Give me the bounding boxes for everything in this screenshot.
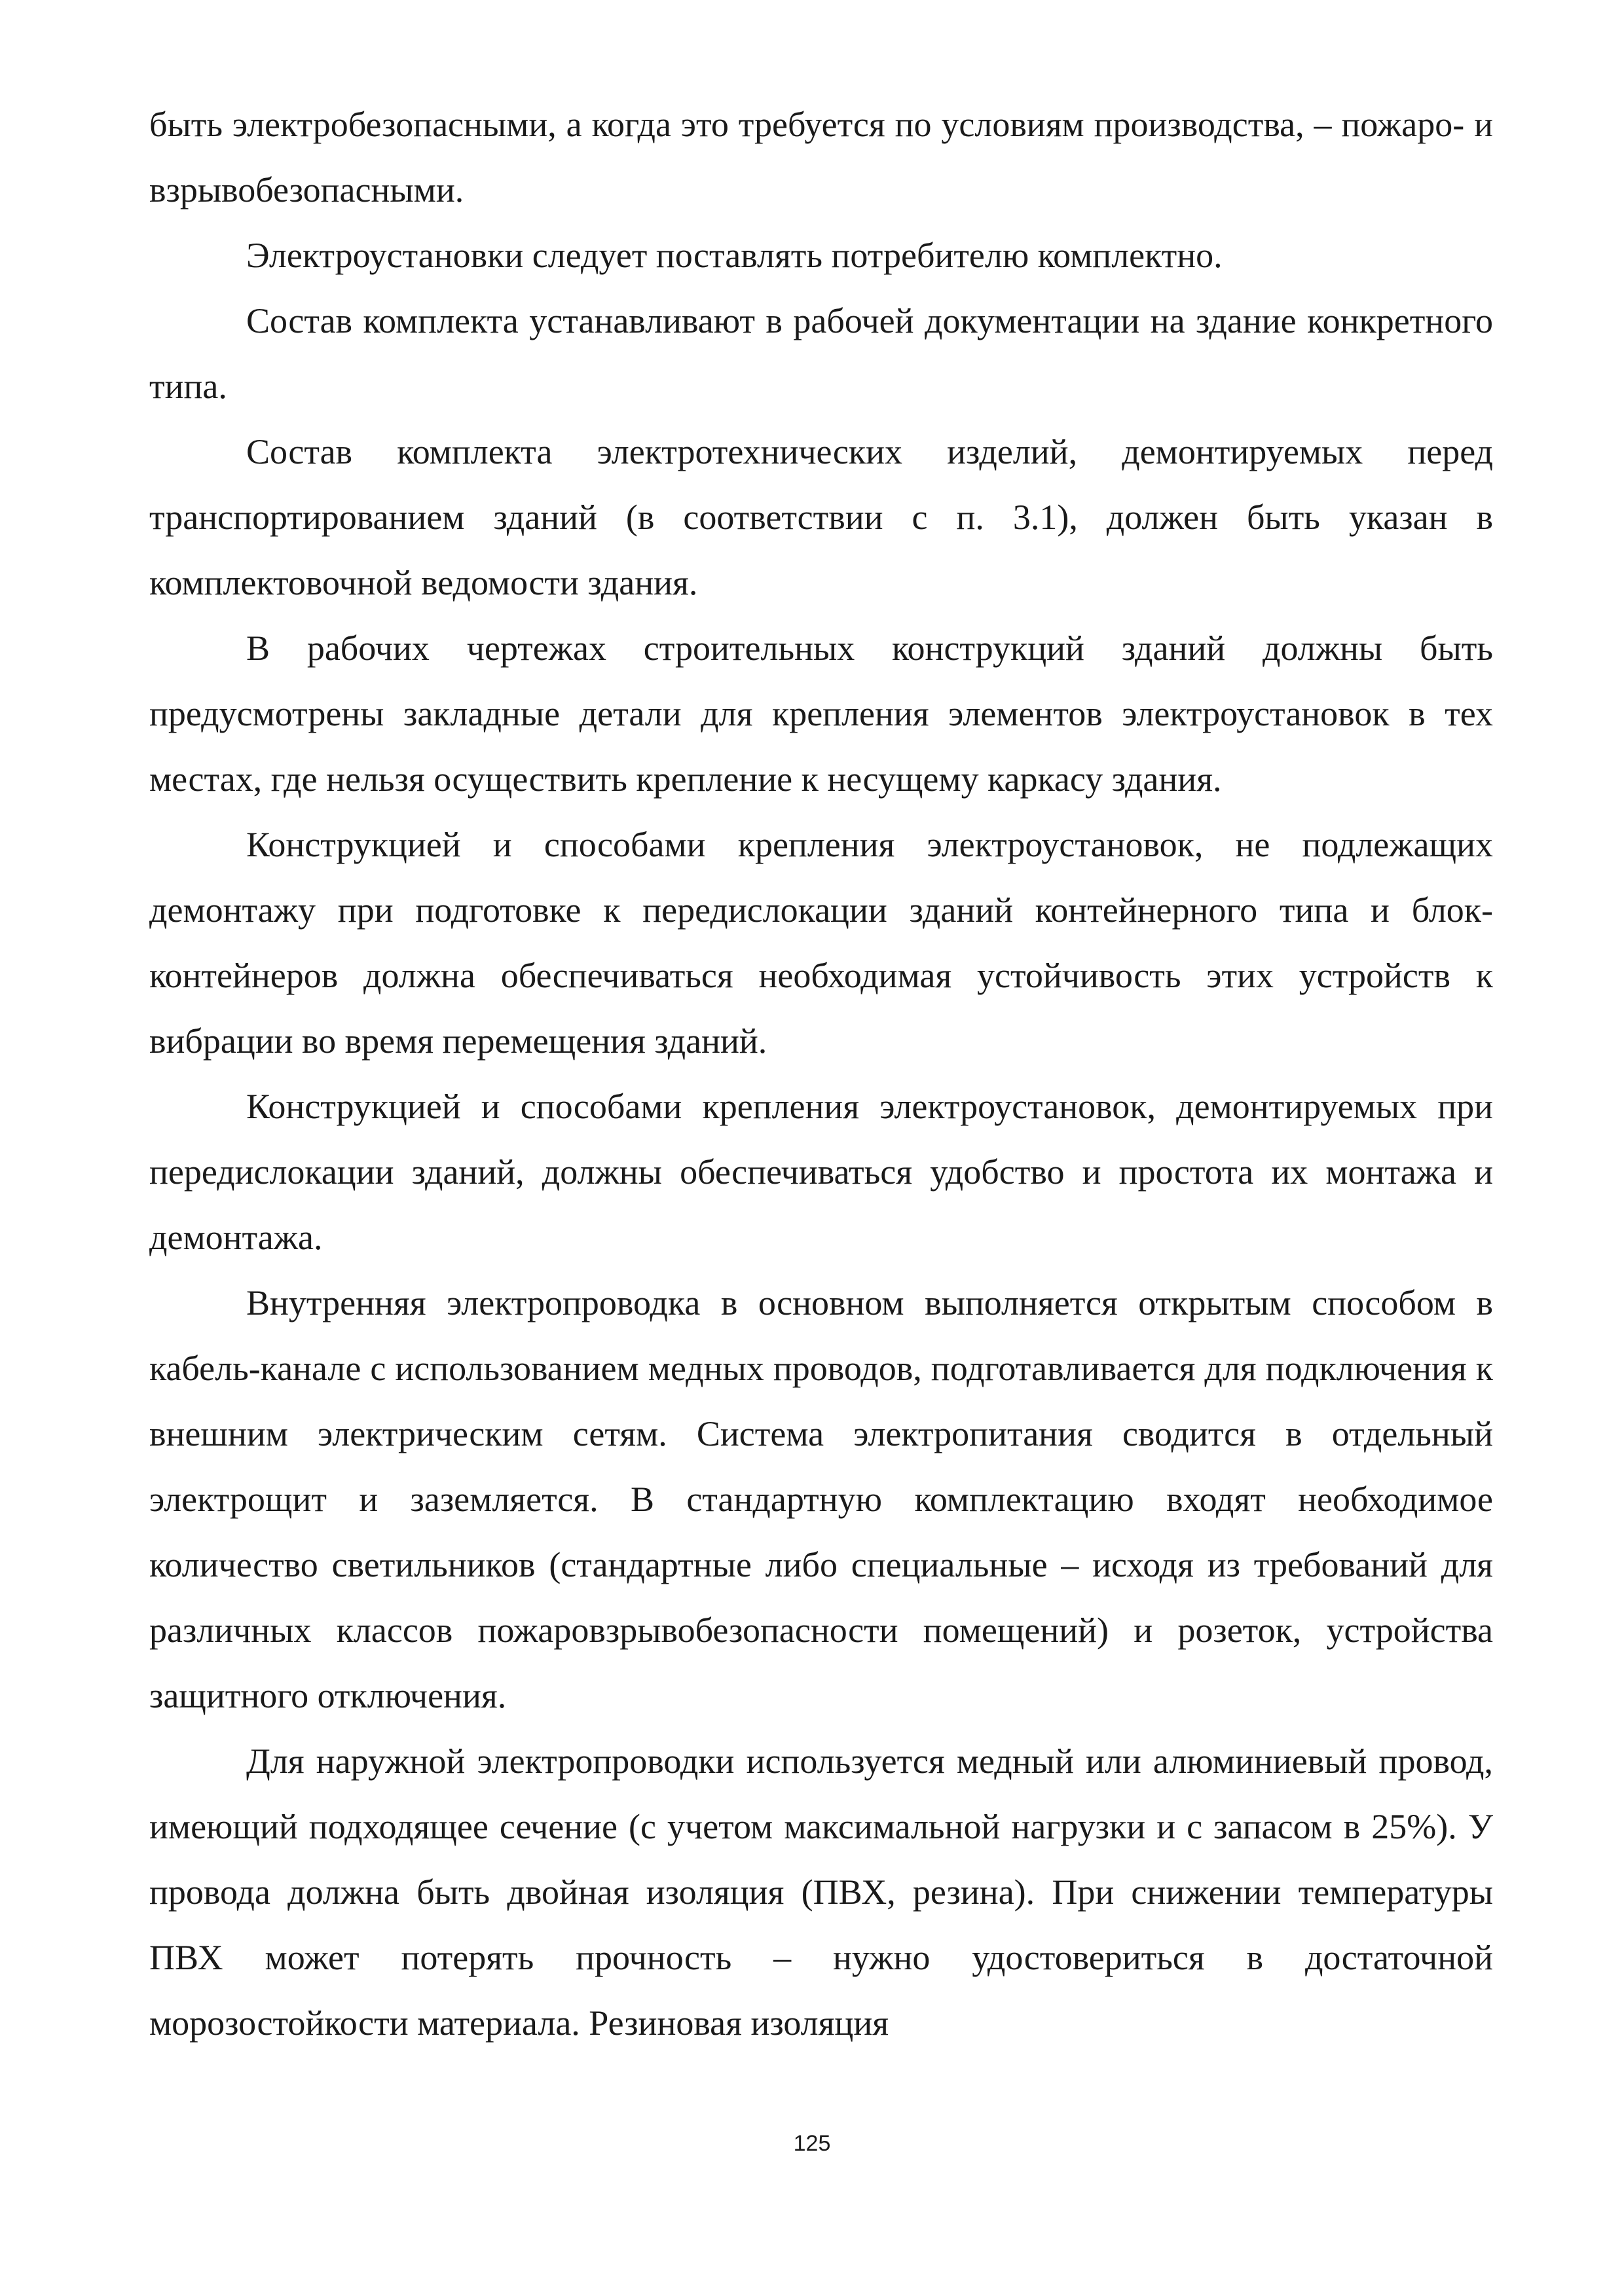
paragraph: Состав комплекта электротехнических изделий, демонтируемых перед транспортированием зданий (в соответствии с п. 3.1), должен быть указан в комплектовочной ведомости здания. bbox=[149, 432, 1493, 602]
paragraph-continuation: быть электробезопасными, а когда это требуется по условиям производства, – пожаро- и взрывобезопасными. bbox=[149, 105, 1493, 210]
paragraph: Конструкцией и способами крепления электроустановок, не подлежащих демонтажу при подготовке к передислокации зданий контейнерного типа и блок-контейнеров должна обеспечиваться необходимая устойчивость этих устройств к вибрации во время перемещения зданий. bbox=[149, 825, 1493, 1061]
page-number: 125 bbox=[793, 2131, 831, 2156]
paragraph: Электроустановки следует поставлять потребителю комплектно. bbox=[246, 236, 1223, 275]
paragraph: Внутренняя электропроводка в основном выполняется открытым способом в кабель-канале с использованием медных проводов, подготавливается для подключения к внешним электрическим сетям. Система электропитания сводится в отдельный электрощит и заземляется. В стандартную комплектацию входят необходимое количество светильников (стандартные либо специальные – исходя из требований для различных классов пожаровзрывобезопасности помещений) и розеток, устройства защитного отключения. bbox=[149, 1283, 1493, 1715]
paragraph: Для наружной электропроводки используется медный или алюминиевый провод, имеющий подходящее сечение (с учетом максимальной нагрузки и с запасом в 25%). У провода должна быть двойная изоляция (ПВХ, резина). При снижении температуры ПВХ может потерять прочность – нужно удостовериться в достаточной морозостойкости материала. Резиновая изоляция bbox=[149, 1741, 1493, 2043]
paragraph: Конструкцией и способами крепления электроустановок, демонтируемых при передислокации зданий, должны обеспечиваться удобство и простота их монтажа и демонтажа. bbox=[149, 1087, 1493, 1257]
paragraph: Состав комплекта устанавливают в рабочей документации на здание конкретного типа. bbox=[149, 301, 1493, 406]
paragraph: В рабочих чертежах строительных конструкций зданий должны быть предусмотрены закладные детали для крепления элементов электроустановок в тех местах, где нельзя осуществить крепление к несущему каркасу здания. bbox=[149, 629, 1493, 799]
document-body bbox=[149, 92, 1493, 2056]
